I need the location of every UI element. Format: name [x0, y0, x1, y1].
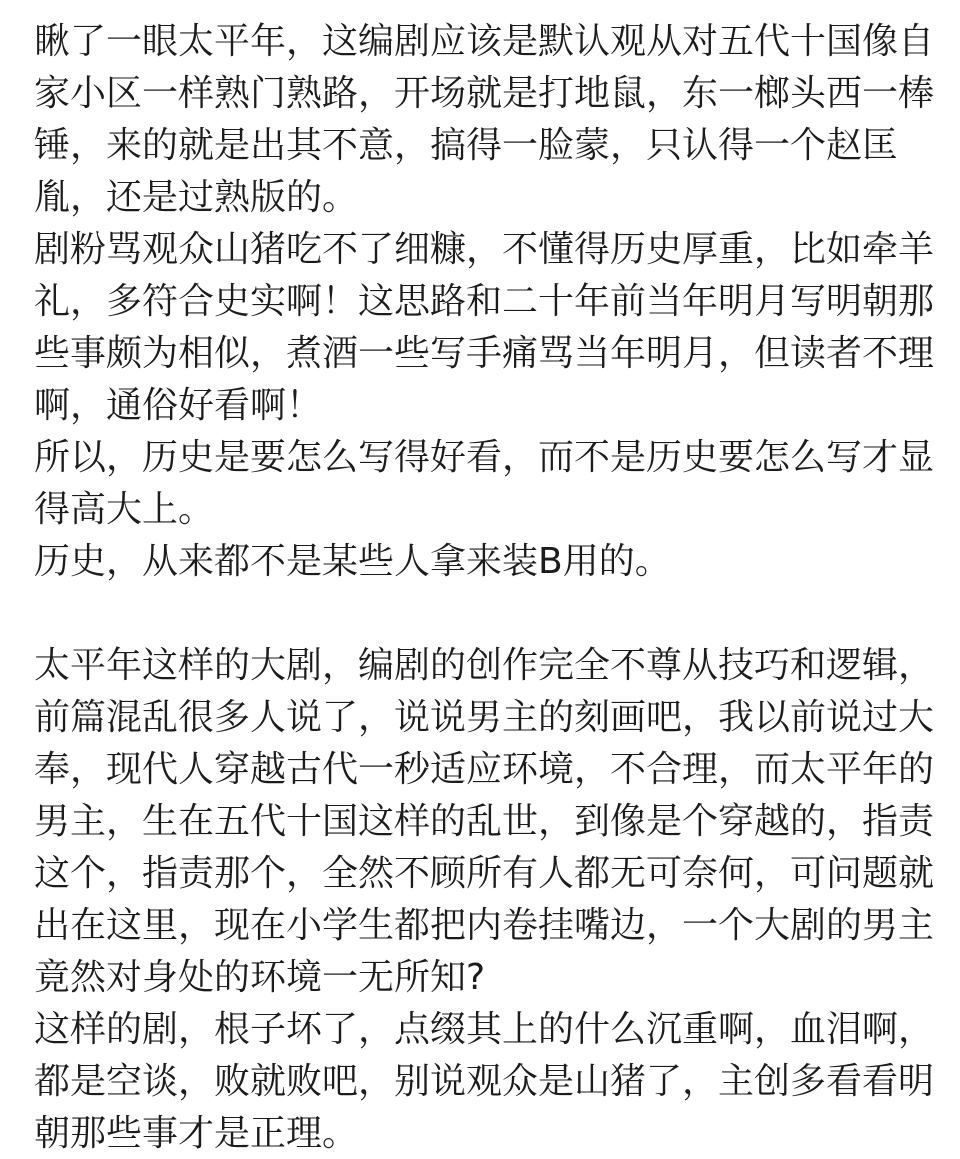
text-line: 太平年这样的大剧，编剧的创作完全不尊从技巧和逻辑，	[34, 645, 935, 686]
text-line: 这个，指责那个，全然不顾所有人都无可奈何，可问题就	[34, 853, 935, 894]
text-line: 得高大上。	[34, 489, 215, 530]
text-line: 朝那些事才是正理。	[34, 1113, 359, 1154]
text-line: 竟然对身处的环境一无所知?	[34, 957, 486, 998]
text-line: 胤，还是过熟版的。	[34, 177, 359, 218]
text-line: 男主，生在五代十国这样的乱世，到像是个穿越的，指责	[34, 801, 935, 842]
text-line: 些事颇为相似，煮酒一些写手痛骂当年明月，但读者不理	[34, 333, 935, 374]
text-line: 奉，现代人穿越古代一秒适应环境，不合理，而太平年的	[34, 749, 935, 790]
text-line: 出在这里，现在小学生都把内卷挂嘴边，一个大剧的男主	[34, 905, 935, 946]
text-line: 这样的剧，根子坏了，点缀其上的什么沉重啊，血泪啊，	[34, 1009, 935, 1050]
text-line: 啊，通俗好看啊！	[34, 385, 323, 426]
text-line: 家小区一样熟门熟路，开场就是打地鼠，东一榔头西一棒	[34, 73, 935, 114]
text-line: 锤，来的就是出其不意，搞得一脸蒙，只认得一个赵匡	[34, 125, 899, 166]
text-line: 都是空谈，败就败吧，别说观众是山猪了，主创多看看明	[34, 1061, 935, 1102]
text-line: 前篇混乱很多人说了，说说男主的刻画吧，我以前说过大	[34, 697, 935, 738]
text-line: 剧粉骂观众山猪吃不了细糠，不懂得历史厚重，比如牵羊	[34, 229, 935, 270]
text-line: 瞅了一眼太平年，这编剧应该是默认观从对五代十国像自	[34, 21, 935, 62]
text-line: 礼，多符合史实啊！这思路和二十年前当年明月写明朝那	[34, 281, 935, 322]
text-line: 所以，历史是要怎么写得好看，而不是历史要怎么写才显	[34, 437, 935, 478]
text-line: 历史，从来都不是某些人拿来装B用的。	[34, 541, 671, 582]
